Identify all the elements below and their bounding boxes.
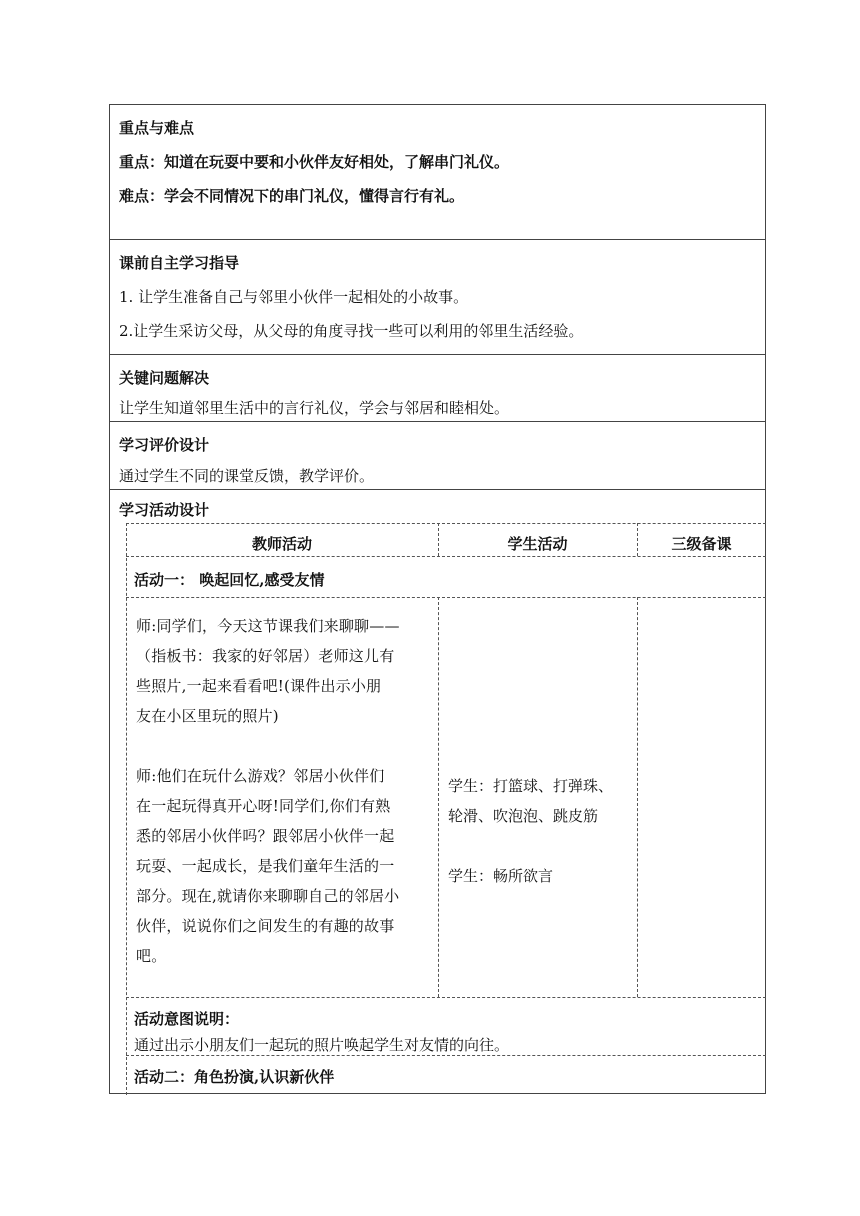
preclass-item-1: 1. 让学生准备自己与邻里小伙伴一起相处的小故事。 — [119, 288, 469, 306]
evaluation-heading: 学习评价设计 — [119, 436, 210, 454]
key-problem-text: 让学生知道邻里生活中的言行礼仪，学会与邻居和睦相处。 — [119, 399, 510, 417]
key-point-text: 重点：知道在玩耍中要和小伙伴友好相处，了解串门礼仪。 — [119, 153, 510, 171]
preclass-item-2: 2.让学生采访父母，从父母的角度寻找一些可以利用的邻里生活经验。 — [119, 322, 584, 340]
activity-table — [126, 523, 766, 1095]
col-third-level-prep: 三级备课 — [671, 535, 732, 553]
lesson-plan-table — [109, 104, 766, 1094]
activities-heading: 学习活动设计 — [119, 501, 210, 519]
col-student-activity: 学生活动 — [507, 535, 568, 553]
teacher-line: 玩耍、一起成长，是我们童年生活的一 — [136, 857, 395, 875]
col-teacher-activity: 教师活动 — [251, 535, 312, 553]
preclass-heading: 课前自主学习指导 — [119, 254, 240, 272]
student-activity-text — [448, 771, 613, 891]
teacher-line: 些照片,一起来看看吧!(课件出示小朋 — [136, 677, 382, 695]
teacher-line: 吧。 — [136, 947, 167, 965]
student-line-spacer — [448, 831, 613, 861]
focus-heading: 重点与难点 — [119, 119, 195, 137]
difficulty-text: 难点：学会不同情况下的串门礼仪，懂得言行有礼。 — [119, 187, 465, 205]
teacher-line: 师:同学们，今天这节课我们来聊聊—— — [136, 617, 400, 635]
key-problem-section — [110, 355, 765, 422]
teacher-line: 友在小区里玩的照片) — [136, 707, 279, 725]
preclass-section — [110, 240, 765, 355]
teacher-line-spacer — [136, 731, 428, 761]
student-line: 轮滑、吹泡泡、跳皮筋 — [448, 807, 599, 825]
student-line: 学生：畅所欲言 — [448, 867, 554, 885]
teacher-line: 在一起玩得真开心呀!同学们,你们有熟 — [136, 797, 391, 815]
teacher-line: 师:他们在玩什么游戏？邻居小伙伴们 — [136, 767, 385, 785]
teacher-line: 伙伴，说说你们之间发生的有趣的故事 — [136, 917, 395, 935]
teacher-line: 悉的邻居小伙伴吗？跟邻居小伙伴一起 — [136, 827, 395, 845]
intent-text: 通过出示小朋友们一起玩的照片唤起学生对友情的向往。 — [134, 1036, 510, 1054]
evaluation-section — [110, 422, 765, 490]
activity1-title: 活动一： 唤起回忆,感受友情 — [134, 571, 325, 589]
evaluation-text: 通过学生不同的课堂反馈，教学评价。 — [119, 467, 375, 485]
focus-section — [110, 105, 765, 240]
teacher-line: 部分。现在,就请你来聊聊自己的邻居小 — [136, 887, 400, 905]
intent-heading: 活动意图说明： — [134, 1010, 240, 1028]
student-line: 学生：打篮球、打弹珠、 — [448, 777, 614, 795]
key-problem-heading: 关键问题解决 — [119, 369, 210, 387]
activity2-title: 活动二：角色扮演,认识新伙伴 — [134, 1068, 335, 1086]
teacher-line: （指板书：我家的好邻居）老师这儿有 — [136, 647, 395, 665]
teacher-activity-text — [136, 611, 428, 971]
